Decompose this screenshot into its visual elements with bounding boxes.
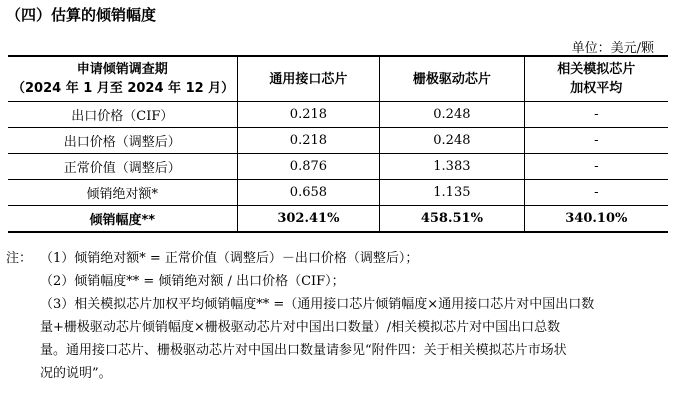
row-label: 正常价值（调整后） — [8, 154, 237, 180]
dumping-margin-table — [8, 55, 668, 233]
header-period-line2: （2024 年 1 月至 2024 年 12 月） — [12, 81, 235, 96]
row-label: 出口价格（CIF） — [8, 102, 237, 128]
note-3-line1: （3）相关模拟芯片加权平均倾销幅度** =（通用接口芯片倾销幅度×通用接口芯片对中国出口数 — [40, 297, 595, 312]
header-weighted-line2: 加权平均 — [570, 81, 623, 96]
header-period-line1: 申请倾销调查期 — [76, 62, 168, 77]
note-1 — [6, 247, 688, 270]
notes — [6, 247, 688, 385]
cell-interface: 0.658 — [237, 180, 380, 206]
cell-interface: 0.218 — [237, 128, 380, 154]
note-3 — [6, 293, 688, 385]
row-label: 倾销绝对额* — [8, 180, 237, 206]
table-row — [8, 180, 668, 206]
note-2-text: （2）倾销幅度** = 倾销绝对额 / 出口价格（CIF）； — [40, 274, 345, 289]
cell-interface: 0.218 — [237, 102, 380, 128]
table-row — [8, 102, 668, 128]
note-3-line3: 量。通用接口芯片、栅极驱动芯片对中国出口数量请参见“附件四：关于相关模拟芯片市场状 — [40, 343, 567, 358]
table-row — [8, 128, 668, 154]
unit-label: 单位：美元/颗 — [571, 41, 654, 56]
header-weighted-line1: 相关模拟芯片 — [557, 62, 636, 77]
cell-weighted: - — [524, 180, 668, 206]
cell-interface: 0.876 — [237, 154, 380, 180]
table-row — [8, 154, 668, 180]
cell-gate-driver: 0.248 — [380, 128, 524, 154]
cell-gate-driver: 1.135 — [380, 180, 524, 206]
cell-gate-driver: 0.248 — [380, 102, 524, 128]
note-3-line2: 量+栅极驱动芯片倾销幅度×栅极驱动芯片对中国出口数量）/相关模拟芯片对中国出口总数 — [40, 320, 561, 335]
note-2 — [6, 270, 688, 293]
note-3-line4: 况的说明”。 — [40, 366, 112, 381]
note-1-text: （1）倾销绝对额* = 正常价值（调整后）－出口价格（调整后）； — [40, 251, 419, 266]
section-heading: （四）估算的倾销幅度 — [6, 6, 157, 24]
row-label: 出口价格（调整后） — [8, 128, 237, 154]
header-period — [8, 56, 237, 102]
header-interface-chip: 通用接口芯片 — [237, 56, 380, 102]
table-row-total — [8, 206, 668, 233]
cell-weighted: 340.10% — [524, 206, 668, 233]
cell-gate-driver: 1.383 — [380, 154, 524, 180]
row-label: 倾销幅度** — [8, 206, 237, 233]
header-weighted-average — [524, 56, 668, 102]
cell-weighted: - — [524, 102, 668, 128]
cell-weighted: - — [524, 128, 668, 154]
cell-interface: 302.41% — [237, 206, 380, 233]
header-gate-driver-chip: 栅极驱动芯片 — [380, 56, 524, 102]
cell-gate-driver: 458.51% — [380, 206, 524, 233]
note-prefix: 注： — [6, 251, 33, 266]
cell-weighted: - — [524, 154, 668, 180]
table-header-row — [8, 56, 668, 102]
